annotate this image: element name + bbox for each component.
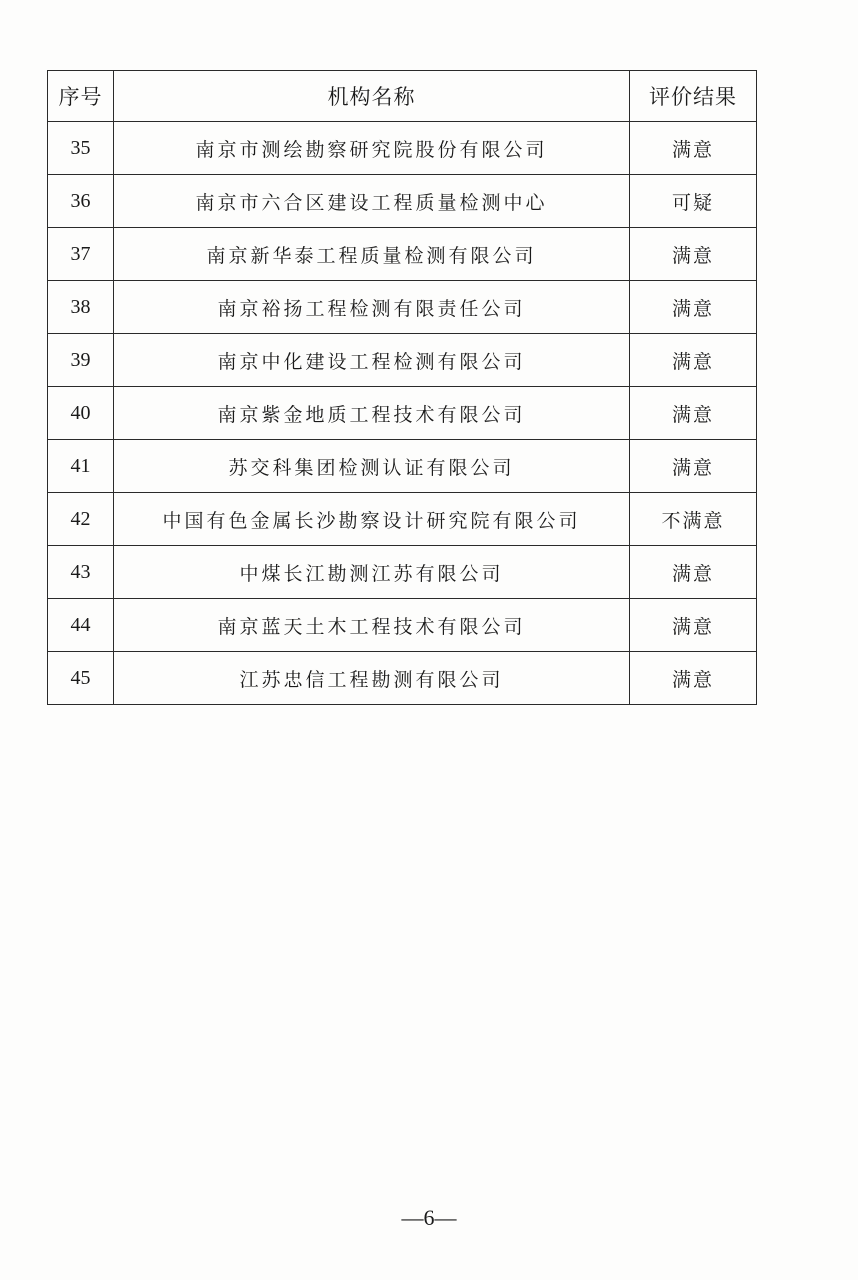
table-row [48, 546, 757, 599]
page-number: —6— [401, 1205, 457, 1230]
row-serial-number: 44 [48, 599, 114, 652]
row-evaluation-result: 满意 [630, 652, 757, 705]
row-serial-number: 41 [48, 440, 114, 493]
row-serial-number: 42 [48, 493, 114, 546]
table-row [48, 334, 757, 387]
table-row [48, 281, 757, 334]
row-serial-number: 43 [48, 546, 114, 599]
row-evaluation-result: 满意 [630, 387, 757, 440]
row-evaluation-result: 满意 [630, 599, 757, 652]
row-evaluation-result: 满意 [630, 440, 757, 493]
row-institution-name: 南京新华泰工程质量检测有限公司 [114, 228, 630, 281]
row-serial-number: 39 [48, 334, 114, 387]
row-evaluation-result: 满意 [630, 281, 757, 334]
row-serial-number: 38 [48, 281, 114, 334]
row-evaluation-result: 可疑 [630, 175, 757, 228]
row-evaluation-result: 满意 [630, 334, 757, 387]
row-institution-name: 南京紫金地质工程技术有限公司 [114, 387, 630, 440]
table-row [48, 652, 757, 705]
table-row [48, 122, 757, 175]
row-evaluation-result: 不满意 [630, 493, 757, 546]
row-institution-name: 苏交科集团检测认证有限公司 [114, 440, 630, 493]
row-evaluation-result: 满意 [630, 122, 757, 175]
row-institution-name: 南京裕扬工程检测有限责任公司 [114, 281, 630, 334]
row-serial-number: 37 [48, 228, 114, 281]
row-serial-number: 40 [48, 387, 114, 440]
header-evaluation-result: 评价结果 [630, 71, 757, 122]
row-institution-name: 南京中化建设工程检测有限公司 [114, 334, 630, 387]
row-serial-number: 45 [48, 652, 114, 705]
table-row [48, 387, 757, 440]
table-row [48, 599, 757, 652]
row-institution-name: 中国有色金属长沙勘察设计研究院有限公司 [114, 493, 630, 546]
row-institution-name: 江苏忠信工程勘测有限公司 [114, 652, 630, 705]
table-row [48, 440, 757, 493]
row-institution-name: 中煤长江勘测江苏有限公司 [114, 546, 630, 599]
table-row [48, 228, 757, 281]
table-header-row [48, 71, 757, 122]
row-serial-number: 35 [48, 122, 114, 175]
header-serial-number: 序号 [48, 71, 114, 122]
row-evaluation-result: 满意 [630, 546, 757, 599]
row-institution-name: 南京蓝天土木工程技术有限公司 [114, 599, 630, 652]
evaluation-results-table [47, 70, 757, 705]
row-institution-name: 南京市六合区建设工程质量检测中心 [114, 175, 630, 228]
row-evaluation-result: 满意 [630, 228, 757, 281]
table-row [48, 493, 757, 546]
row-serial-number: 36 [48, 175, 114, 228]
row-institution-name: 南京市测绘勘察研究院股份有限公司 [114, 122, 630, 175]
header-institution-name: 机构名称 [114, 71, 630, 122]
table-row [48, 175, 757, 228]
